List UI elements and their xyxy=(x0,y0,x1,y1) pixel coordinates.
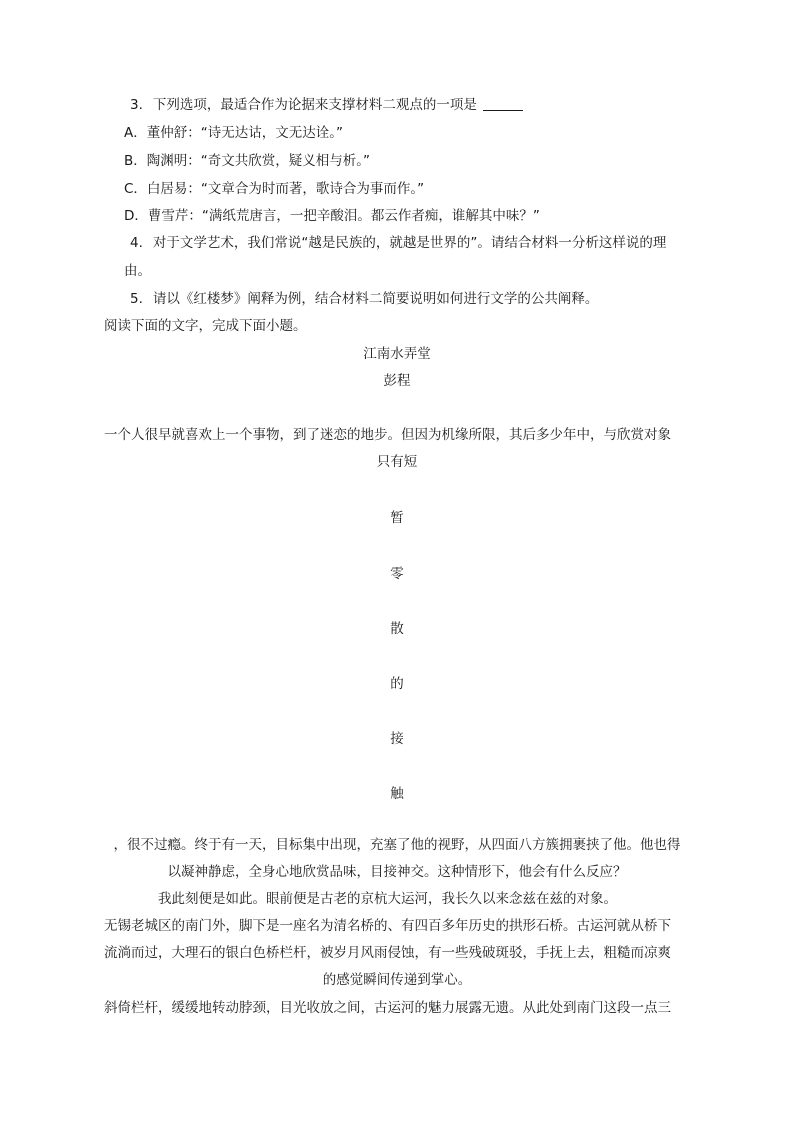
option-a xyxy=(124,124,343,142)
paragraph-3-line-3: 的感觉瞬间传递到掌心。 xyxy=(322,972,472,988)
option-text: 曹雪芹：“满纸荒唐言，一把辛酸泪。都云作者痴，谁解其中味？” xyxy=(147,208,540,224)
option-letter: B． xyxy=(124,153,147,169)
vertical-char: 触 xyxy=(390,786,404,802)
question-number: 5. xyxy=(130,291,143,307)
question-4 xyxy=(130,234,666,252)
option-letter: C． xyxy=(124,181,147,197)
option-letter: D． xyxy=(124,208,148,224)
question-text: 请以《红楼梦》阐释为例，结合材料二简要说明如何进行文学的公共阐释。 xyxy=(152,291,599,307)
vertical-char: 零 xyxy=(390,566,404,582)
vertical-char: 暂 xyxy=(390,510,404,526)
vertical-char: 的 xyxy=(390,676,404,692)
question-5 xyxy=(130,290,598,308)
question-4-continuation xyxy=(124,262,151,280)
paragraph-3-line-2: 流淌而过，大理石的银白色桥栏杆，被岁月风雨侵蚀，有一些残破斑驳，手抚上去，粗糙而凉爽 xyxy=(104,945,671,961)
paragraph-2: 我此刻便是如此。眼前便是古老的京杭大运河，我长久以来念兹在兹的对象。 xyxy=(158,891,617,907)
question-number: 4. xyxy=(130,235,143,251)
question-text: 对于文学艺术，我们常说“越是民族的，就越是世界的”。请结合材料一分析这样说的理 xyxy=(152,235,667,251)
paragraph-1-line-3: ，很不过瘾。终于有一天，目标集中出现，充塞了他的视野，从四面八方簇拥裹挟了他。他也得 xyxy=(113,837,681,853)
article-author: 彭程 xyxy=(383,373,411,389)
vertical-char: 接 xyxy=(390,731,404,747)
paragraph-1-line-4: 以凝神静虑，全身心地欣赏品味，目接神交。这种情形下，他会有什么反应？ xyxy=(167,864,627,880)
question-text: 下列选项，最适合作为论据来支撑材料二观点的一项是 xyxy=(152,97,477,113)
option-text: 白居易：“文章合为时而著，歌诗合为事而作。” xyxy=(146,181,425,197)
option-c xyxy=(124,180,424,198)
option-d xyxy=(124,207,540,225)
question-3 xyxy=(130,96,523,114)
reading-instruction: 阅读下面的文字，完成下面小题。 xyxy=(104,318,307,334)
option-text: 董仲舒：“诗无达诂，文无达诠。” xyxy=(146,125,343,141)
vertical-char: 散 xyxy=(390,621,404,637)
paragraph-1-line-1: 一个人很早就喜欢上一个事物，到了迷恋的地步。但因为机缘所限，其后多少年中，与欣赏对象 xyxy=(104,427,671,443)
article-title: 江南水弄堂 xyxy=(363,346,431,362)
question-text: 由。 xyxy=(124,263,151,279)
paragraph-1-line-2: 只有短 xyxy=(376,454,418,470)
option-b xyxy=(124,152,370,170)
option-letter: A． xyxy=(124,125,147,141)
option-text: 陶渊明：“奇文共欣赏，疑义相与析。” xyxy=(146,153,371,169)
paragraph-4-line-1: 斜倚栏杆，缓缓地转动脖颈，目光收放之间，古运河的魅力展露无遗。从此处到南门这段一点三 xyxy=(104,1000,671,1016)
question-number: 3. xyxy=(130,97,143,113)
paragraph-3-line-1: 无锡老城区的南门外，脚下是一座名为清名桥的、有四百多年历史的拱形石桥。古运河就从桥下 xyxy=(104,918,671,934)
answer-blank[interactable] xyxy=(483,96,523,111)
